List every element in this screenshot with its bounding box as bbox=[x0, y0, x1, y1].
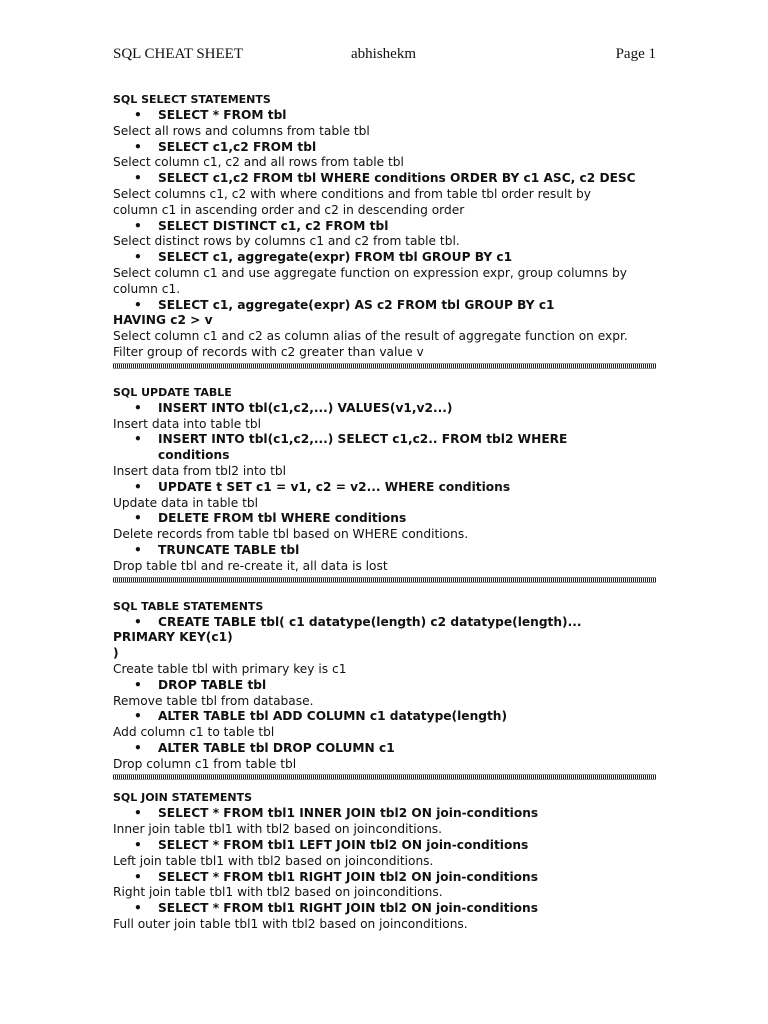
bullet-icon: • bbox=[134, 677, 142, 692]
command-continuation: conditions bbox=[158, 448, 230, 463]
command-text: INSERT INTO tbl(c1,c2,...) SELECT c1,c2.. FROM tbl2 WHERE bbox=[158, 432, 568, 447]
command-line bbox=[113, 140, 658, 156]
command-description: Right join table tbl1 with tbl2 based on joinconditions. bbox=[113, 885, 443, 900]
command-line bbox=[113, 838, 658, 854]
command-line bbox=[113, 806, 658, 822]
command-text: SELECT DISTINCT c1, c2 FROM tbl bbox=[158, 218, 389, 233]
command-line bbox=[113, 615, 658, 631]
bullet-icon: • bbox=[134, 108, 142, 122]
command-text: SELECT * FROM tbl1 INNER JOIN tbl2 ON join-conditions bbox=[158, 806, 539, 821]
command-line bbox=[113, 432, 658, 448]
command-line bbox=[113, 511, 658, 527]
table-section bbox=[113, 599, 658, 781]
bullet-icon: • bbox=[134, 400, 142, 415]
command-description: Select column c1, c2 and all rows from table tbl bbox=[113, 155, 404, 170]
command-description: column c1. bbox=[113, 281, 181, 296]
bullet-icon: • bbox=[134, 614, 142, 629]
command-description: Drop table tbl and re-create it, all data is lost bbox=[113, 558, 388, 573]
command-text: UPDATE t SET c1 = v1, c2 = v2... WHERE conditions bbox=[158, 479, 511, 494]
command-line bbox=[113, 901, 658, 917]
page-header bbox=[113, 46, 656, 68]
command-line bbox=[113, 108, 658, 124]
command-text: SELECT c1, aggregate(expr) FROM tbl GROUP BY c1 bbox=[158, 250, 513, 265]
command-continuation: PRIMARY KEY(c1) bbox=[113, 630, 233, 645]
command-text: DELETE FROM tbl WHERE conditions bbox=[158, 511, 407, 526]
command-description: Inner join table tbl1 with tbl2 based on joinconditions. bbox=[113, 822, 443, 837]
command-description: Remove table tbl from database. bbox=[113, 693, 314, 708]
command-line bbox=[113, 171, 658, 187]
command-line bbox=[113, 250, 658, 266]
command-description: Update data in table tbl bbox=[113, 495, 258, 510]
bullet-icon: • bbox=[134, 511, 142, 526]
bullet-icon: • bbox=[134, 869, 142, 884]
command-description: Drop column c1 from table tbl bbox=[113, 756, 297, 771]
command-line bbox=[113, 678, 658, 694]
command-description: Select column c1 and c2 as column alias of the result of aggregate function on expr. bbox=[113, 329, 628, 344]
command-description: Insert data from tbl2 into tbl bbox=[113, 463, 287, 478]
command-description: Full outer join table tbl1 with tbl2 based on joinconditions. bbox=[113, 917, 468, 932]
bullet-icon: • bbox=[134, 838, 142, 853]
command-description: Select column c1 and use aggregate function on expression expr, group columns by bbox=[113, 265, 627, 280]
command-text: INSERT INTO tbl(c1,c2,...) VALUES(v1,v2...) bbox=[158, 400, 453, 415]
cheat-sheet-body bbox=[113, 92, 658, 933]
command-description: Insert data into table tbl bbox=[113, 416, 262, 431]
command-description: Filter group of records with c2 greater than value v bbox=[113, 344, 424, 359]
command-text: DROP TABLE tbl bbox=[158, 677, 267, 692]
command-text: SELECT * FROM tbl1 LEFT JOIN tbl2 ON join-conditions bbox=[158, 838, 529, 853]
bullet-icon: • bbox=[134, 542, 142, 557]
bullet-icon: • bbox=[134, 218, 142, 233]
page-number: Page 1 bbox=[615, 46, 656, 62]
command-text: TRUNCATE TABLE tbl bbox=[158, 542, 300, 557]
command-text: SELECT * FROM tbl1 RIGHT JOIN tbl2 ON join-conditions bbox=[158, 869, 538, 884]
bullet-icon: • bbox=[134, 171, 142, 186]
command-description: Select columns c1, c2 with where conditions and from table tbl order result by bbox=[113, 186, 591, 201]
command-text: SELECT * FROM tbl1 RIGHT JOIN tbl2 ON join-conditions bbox=[158, 901, 538, 916]
bullet-icon: • bbox=[134, 432, 142, 447]
spacer bbox=[113, 583, 658, 599]
command-continuation: ) bbox=[113, 646, 119, 661]
section-title: SQL SELECT STATEMENTS bbox=[113, 93, 271, 106]
command-text: CREATE TABLE tbl( c1 datatype(length) c2 datatype(length)... bbox=[158, 614, 582, 629]
update-section bbox=[113, 385, 658, 583]
bullet-icon: • bbox=[134, 806, 142, 821]
join-section bbox=[113, 790, 658, 932]
spacer bbox=[113, 780, 658, 790]
command-text: SELECT c1,c2 FROM tbl bbox=[158, 139, 317, 154]
command-line bbox=[113, 741, 658, 757]
command-line bbox=[113, 543, 658, 559]
section-title: SQL UPDATE TABLE bbox=[113, 385, 232, 399]
spacer bbox=[113, 369, 658, 385]
bullet-icon: • bbox=[134, 139, 142, 154]
bullet-icon: • bbox=[134, 709, 142, 724]
command-line bbox=[113, 480, 658, 496]
command-text: SELECT * FROM tbl bbox=[158, 108, 287, 122]
section-title: SQL JOIN STATEMENTS bbox=[113, 791, 253, 805]
command-description: Left join table tbl1 with tbl2 based on joinconditions. bbox=[113, 853, 434, 868]
command-line bbox=[113, 709, 658, 725]
command-line bbox=[113, 219, 658, 235]
bullet-icon: • bbox=[134, 250, 142, 265]
document-title: SQL CHEAT SHEET bbox=[113, 46, 244, 62]
command-description: Delete records from table tbl based on WHERE conditions. bbox=[113, 527, 469, 542]
command-line bbox=[113, 401, 658, 417]
bullet-icon: • bbox=[134, 901, 142, 916]
command-description: Select all rows and columns from table tbl bbox=[113, 123, 370, 138]
bullet-icon: • bbox=[134, 740, 142, 755]
bullet-icon: • bbox=[134, 479, 142, 494]
command-line bbox=[113, 870, 658, 886]
command-description: Select distinct rows by columns c1 and c2 from table tbl. bbox=[113, 234, 460, 249]
command-description: Create table tbl with primary key is c1 bbox=[113, 661, 347, 676]
section-title: SQL TABLE STATEMENTS bbox=[113, 599, 264, 613]
command-text: SELECT c1,c2 FROM tbl WHERE conditions ORDER BY c1 ASC, c2 DESC bbox=[158, 171, 636, 186]
command-continuation: HAVING c2 > v bbox=[113, 313, 213, 328]
command-description: column c1 in ascending order and c2 in descending order bbox=[113, 202, 465, 217]
command-line bbox=[113, 298, 658, 314]
author-name: abhishekm bbox=[351, 46, 416, 62]
bullet-icon: • bbox=[134, 297, 142, 312]
command-text: SELECT c1, aggregate(expr) AS c2 FROM tbl GROUP BY c1 bbox=[158, 297, 555, 312]
select-section bbox=[113, 92, 658, 369]
command-description: Add column c1 to table tbl bbox=[113, 725, 275, 740]
command-text: ALTER TABLE tbl ADD COLUMN c1 datatype(length) bbox=[158, 709, 508, 724]
command-text: ALTER TABLE tbl DROP COLUMN c1 bbox=[158, 740, 395, 755]
